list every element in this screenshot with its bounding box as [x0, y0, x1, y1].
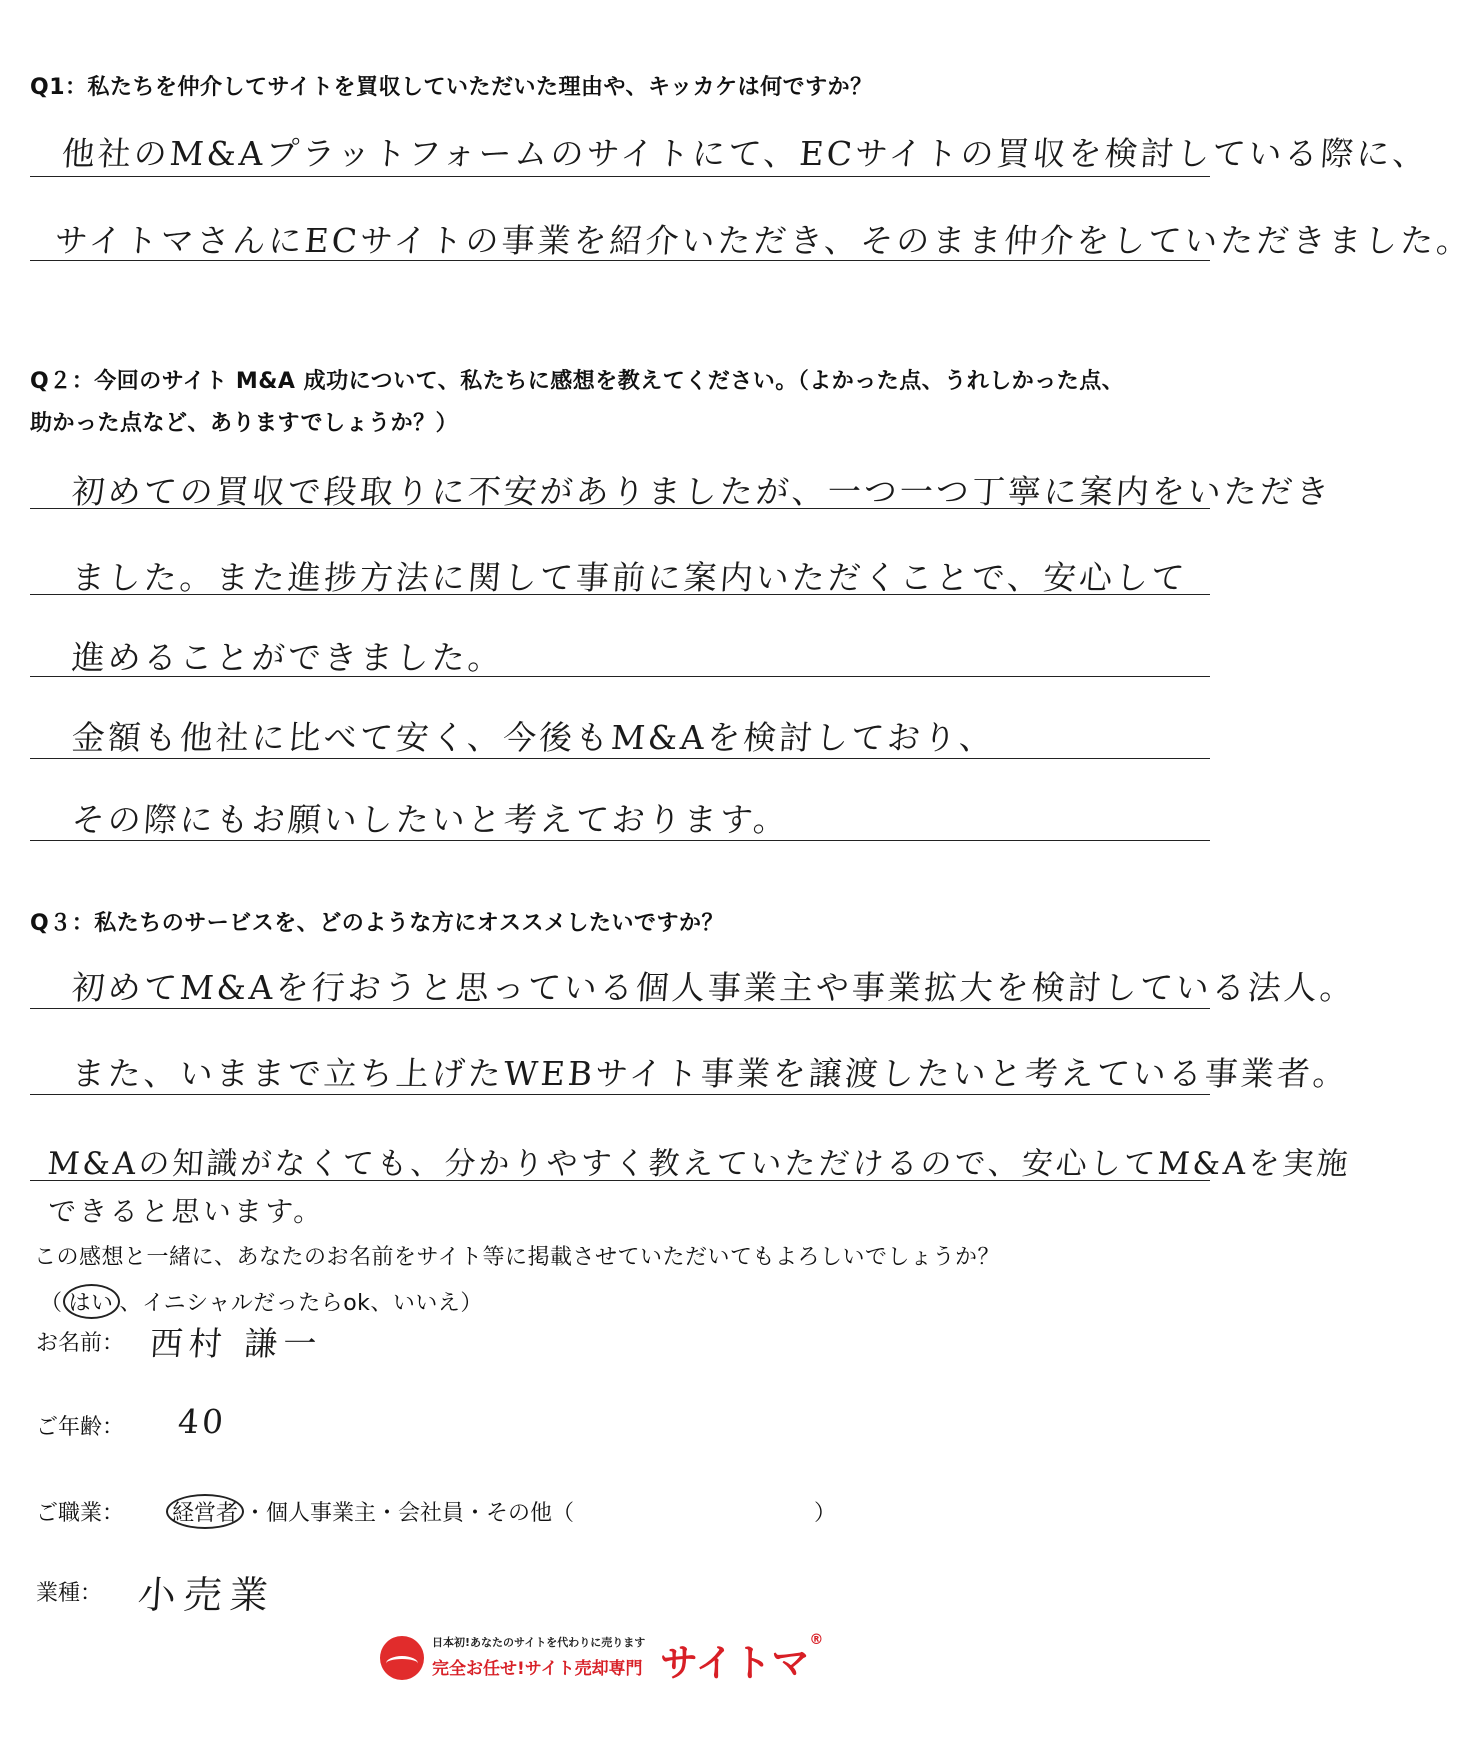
consent-option-open: （	[40, 1291, 63, 1316]
q2-answer-line-3: 進めることができました。	[70, 638, 506, 677]
consent-option-yes-circled[interactable]: はい	[63, 1284, 120, 1319]
q2-rule-4	[30, 758, 1210, 759]
q3-answer-line-4: できると思います。	[46, 1195, 326, 1228]
q3-answer-line-1: 初めてM&Aを行おうと思っている個人事業主や事業拡大を検討している法人。	[70, 968, 1358, 1007]
q3-question: Q３：私たちのサービスを、どのような方にオススメしたいですか？	[30, 911, 724, 936]
q1-question: Q1：私たちを仲介してサイトを買収していただいた理由や、キッカケは何ですか？	[30, 75, 873, 100]
q3-answer-line-2: また、いままで立ち上げたWEBサイト事業を譲渡したいと考えている事業者。	[70, 1054, 1351, 1093]
q2-rule-3	[30, 676, 1210, 677]
q2-answer-line-1: 初めての買収で段取りに不安がありましたが、一つ一つ丁寧に案内をいただき	[70, 472, 1334, 511]
q2-rule-2	[30, 594, 1210, 595]
footer-brand-name: サイトマ	[660, 1641, 810, 1685]
q2-question-line-2: 助かった点など、ありますでしょうか？）	[30, 411, 459, 436]
q1-answer-line-2: サイトマさんにECサイトの事業を紹介いただき、そのまま仲介をしていただきました。	[53, 221, 1474, 260]
q2-answer-line-4: 金額も他社に比べて安く、今後もM&Aを検討しており、	[70, 718, 997, 757]
age-value: 40	[176, 1402, 228, 1441]
industry-label: 業種：	[36, 1581, 103, 1606]
consent-question: この感想と一緒に、あなたのお名前をサイト等に掲載させていただいてもよろしいでしょうか？	[34, 1245, 1000, 1270]
footer-tagline: 日本初!あなたのサイトを代わりに売ります	[432, 1636, 646, 1649]
q1-answer-line-1: 他社のM&Aプラットフォームのサイトにて、ECサイトの買収を検討している際に、	[60, 134, 1430, 173]
sun-over-bridge-logo-icon	[380, 1636, 424, 1680]
q2-rule-1	[30, 508, 1210, 509]
consent-option-rest: 、イニシャルだったらok、いいえ）	[119, 1291, 483, 1316]
footer-brand	[660, 1632, 823, 1687]
q3-rule-3	[30, 1180, 1210, 1181]
consent-options	[40, 1284, 483, 1319]
q2-answer-line-5: その際にもお願いしたいと考えております。	[70, 800, 791, 839]
q2-answer-line-2: ました。また進捗方法に関して事前に案内いただくことで、安心して	[70, 558, 1189, 597]
q1-rule-1	[30, 176, 1210, 177]
job-options: ・個人事業主・会社員・その他（	[244, 1501, 575, 1526]
name-value: 西村 謙一	[148, 1324, 324, 1363]
q3-rule-2	[30, 1094, 1210, 1095]
q2-rule-5	[30, 840, 1210, 841]
job-close: ）	[814, 1501, 837, 1526]
job-selected-circled[interactable]: 経営者	[166, 1494, 244, 1529]
job-row	[36, 1494, 836, 1529]
job-label: ご職業：	[36, 1501, 125, 1526]
footer-subtitle: 完全お任せ!サイト売却専門	[432, 1659, 643, 1679]
q2-question-line-1: Q２：今回のサイト M&A 成功について、私たちに感想を教えてください。（よかった点、うれしかった点、	[30, 369, 1125, 394]
q3-rule-1	[30, 1008, 1210, 1009]
name-label: お名前：	[36, 1331, 125, 1356]
q3-answer-line-3: M&Aの知識がなくても、分かりやすく教えていただけるので、安心してM&Aを実施	[46, 1146, 1352, 1182]
age-label: ご年齢：	[36, 1415, 125, 1440]
industry-value: 小売業	[136, 1573, 278, 1617]
q1-rule-2	[30, 260, 1210, 261]
footer-brand-reg: ®	[809, 1632, 824, 1648]
footer-logo	[380, 1630, 824, 1690]
